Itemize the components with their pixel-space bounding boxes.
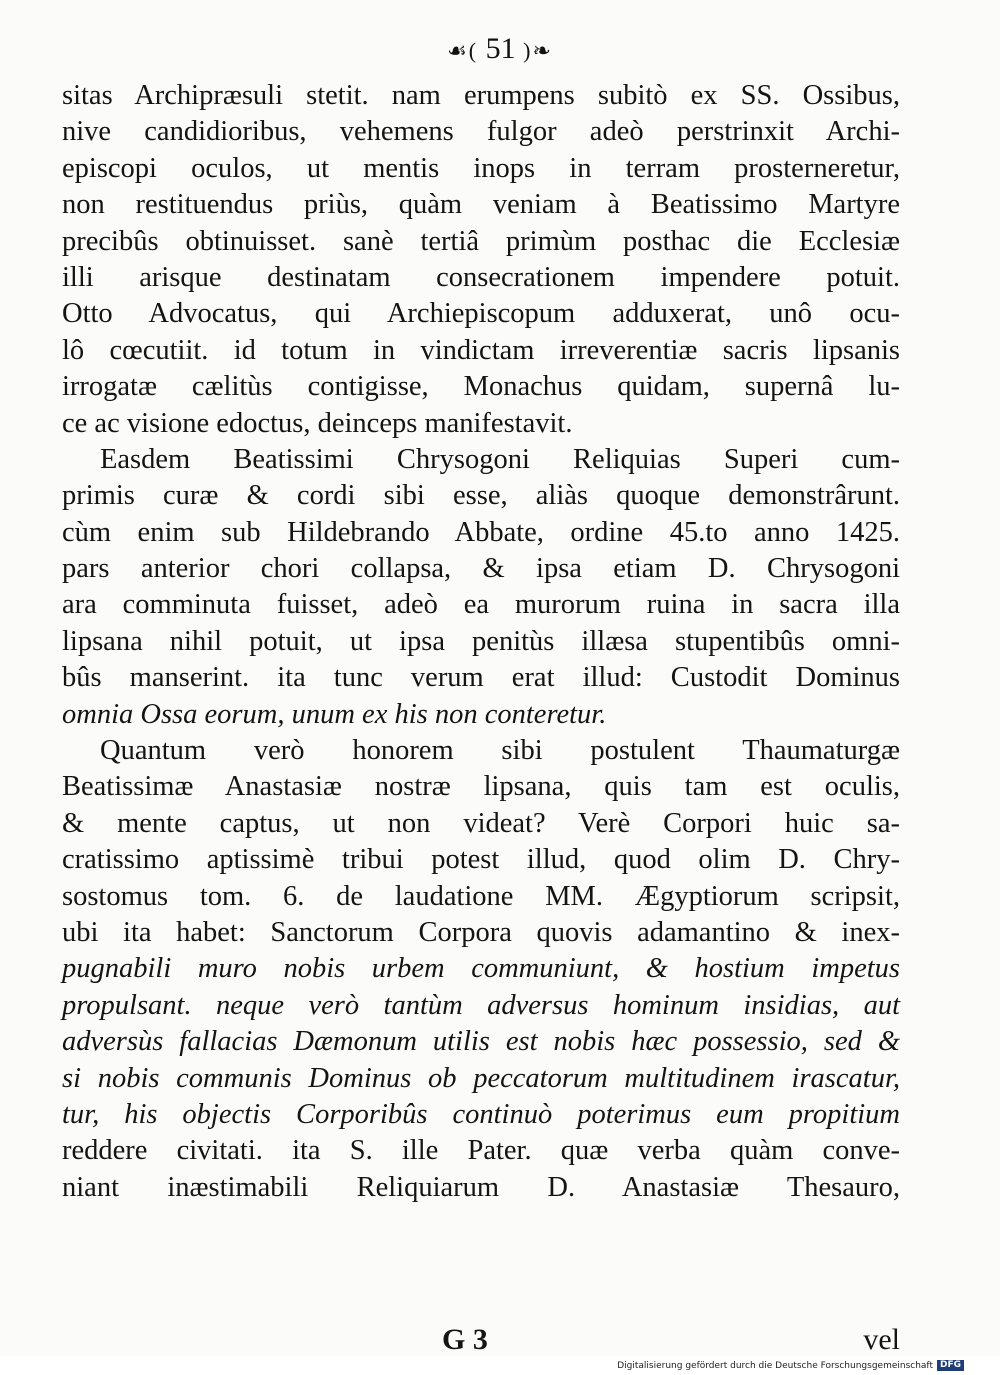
- text-line: nive candidioribus, vehemens fulgor adeò perstrinxit Archi-: [62, 116, 900, 148]
- text-line: illi arisque destinatam consecrationem impendere potuit.: [62, 261, 900, 293]
- text-line: ara comminuta fuisset, adeò ea murorum ruina in sacra illa: [62, 589, 900, 621]
- text-line: tur, his objectis Corporibûs continuò poterimus eum propitium: [62, 1098, 900, 1130]
- signature-mark: G 3: [442, 1323, 488, 1356]
- text-line: episcopi oculos, ut mentis inops in terram prosterneretur,: [62, 152, 900, 184]
- text-line: si nobis communis Dominus ob peccatorum multitudinem irascatur,: [62, 1062, 900, 1094]
- credit-text: Digitalisierung gefördert durch die Deutsche Forschungsgemeinschaft: [617, 1360, 933, 1371]
- text-line: cratissimo aptissimè tribui potest illud, quod olim D. Chry-: [62, 844, 900, 876]
- text-line: sitas Archipræsuli stetit. nam erumpens subitò ex SS. Ossibus,: [62, 80, 900, 111]
- text-line: ubi ita habet: Sanctorum Corpora quovis adamantino & inex-: [62, 916, 900, 948]
- header-ornament-left: ☙(: [447, 38, 479, 63]
- text-line: Easdem Beatissimi Chrysogoni Reliquias Superi cum-: [100, 443, 900, 475]
- text-line: cùm enim sub Hildebrando Abbate, ordine 45.to anno 1425.: [62, 516, 900, 548]
- text-line: propulsant. neque verò tantùm adversus hominum insidias, aut: [62, 989, 900, 1021]
- text-line: Quantum verò honorem sibi postulent Thaumaturgæ: [100, 735, 900, 767]
- text-line: reddere civitati. ita S. ille Pater. quæ verba quàm conve-: [62, 1135, 900, 1167]
- page-number: 51: [485, 32, 516, 65]
- header-ornament-right: )❧: [523, 38, 553, 63]
- text-line: omnia Ossa eorum, unum ex his non conteretur.: [62, 698, 607, 730]
- text-line: Beatissimæ Anastasiæ nostræ lipsana, quis tam est oculis,: [62, 771, 900, 803]
- text-line: precibûs obtinuisset. sanè tertiâ primùm posthac die Ecclesiæ: [62, 225, 900, 257]
- text-line: pars anterior chori collapsa, & ipsa etiam D. Chrysogoni: [62, 553, 900, 585]
- text-line: irrogatæ cælitùs contigisse, Monachus quidam, supernâ lu-: [62, 371, 900, 403]
- text-line: lipsana nihil potuit, ut ipsa penitùs illæsa stupentibûs omni-: [62, 625, 900, 657]
- text-line: bûs manserint. ita tunc verum erat illud: Custodit Dominus: [62, 662, 900, 694]
- text-line: & mente captus, ut non videat? Verè Corpori huic sa-: [62, 807, 900, 839]
- text-line: ce ac visione edoctus, deinceps manifestavit.: [62, 407, 573, 439]
- text-line: lô cœcutiit. id totum in vindictam irreverentiæ sacris lipsanis: [62, 334, 900, 366]
- catchword: vel: [863, 1323, 900, 1356]
- body-text: [62, 78, 900, 1206]
- dfg-logo-icon: DFG: [937, 1360, 964, 1371]
- text-line: niant inæstimabili Reliquiarum D. Anastasiæ Thesauro,: [62, 1171, 900, 1203]
- text-line: sostomus tom. 6. de laudatione MM. Ægyptiorum scripsit,: [62, 880, 900, 912]
- text-line: non restituendus priùs, quàm veniam à Beatissimo Martyre: [62, 189, 900, 221]
- page-header: [0, 32, 1000, 66]
- digitization-credit: [617, 1360, 964, 1371]
- text-line: adversùs fallacias Dæmonum utilis est nobis hæc possessio, sed &: [62, 1026, 900, 1058]
- text-line: Otto Advocatus, qui Archiepiscopum adduxerat, unô ocu-: [62, 298, 900, 330]
- text-line: pugnabili muro nobis urbem communiunt, & hostium impetus: [62, 953, 900, 985]
- text-line: primis curæ & cordi sibi esse, aliàs quoque demonstrârunt.: [62, 480, 900, 512]
